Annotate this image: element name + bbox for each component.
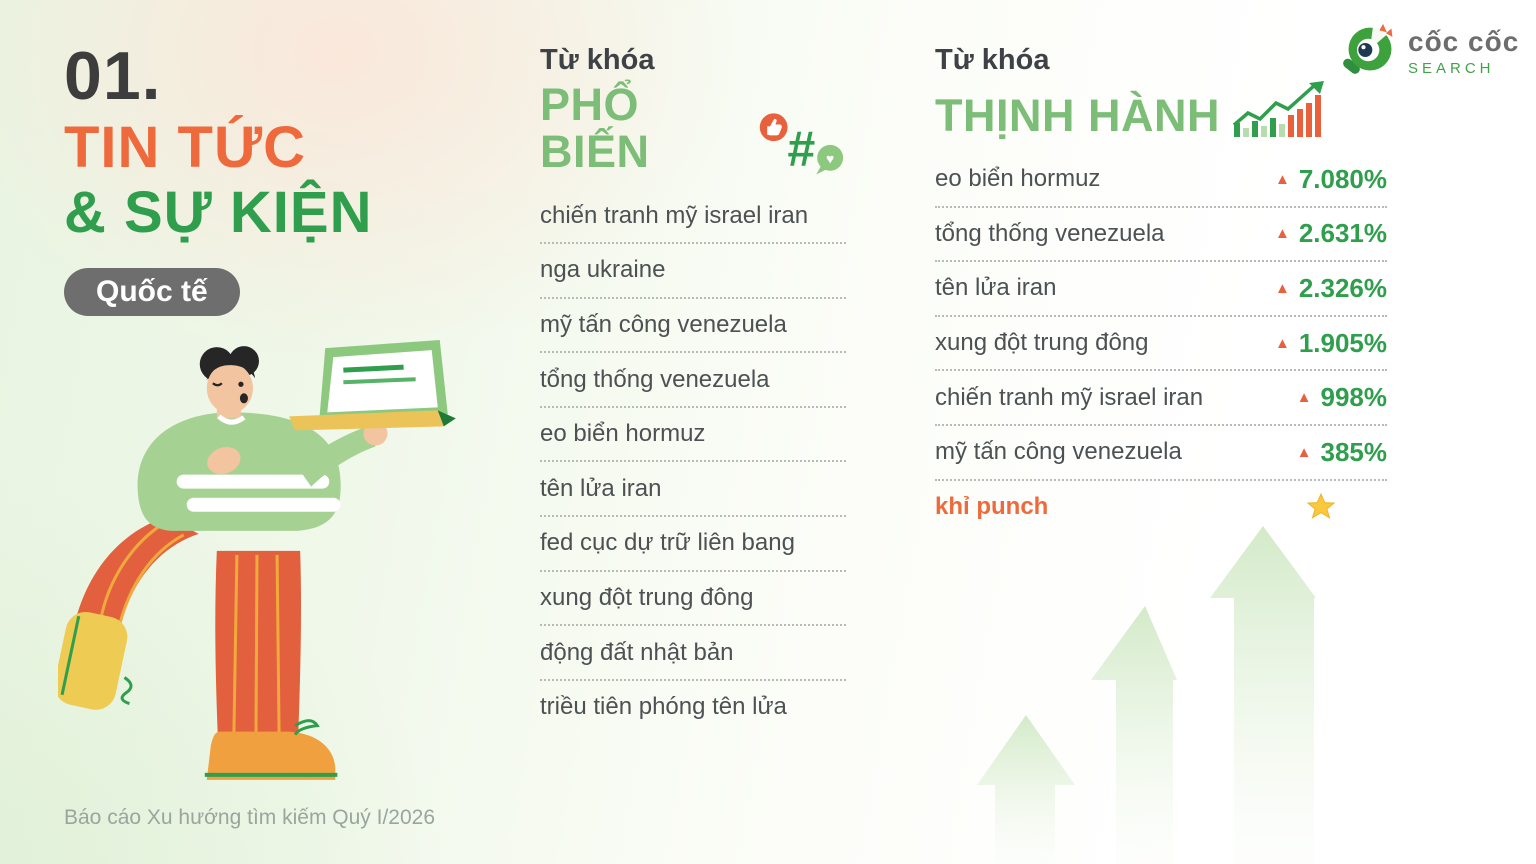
- up-triangle-icon: ▲: [1296, 443, 1312, 461]
- trending-keywords-section: [935, 44, 1387, 533]
- keyword-text: chiến tranh mỹ israel iran: [935, 383, 1204, 411]
- keyword-text: nga ukraine: [540, 256, 666, 284]
- keyword-text: tên lửa iran: [935, 274, 1057, 302]
- laptop: [289, 340, 456, 430]
- growth-value: [1275, 273, 1387, 304]
- up-triangle-icon: ▲: [1274, 170, 1290, 188]
- trend-chart-icon: [1232, 81, 1326, 139]
- popular-keyword-row: [540, 517, 846, 572]
- arrow-medium: [1091, 606, 1177, 864]
- trending-label: Từ khóa: [935, 44, 1050, 76]
- up-triangle-icon: ▲: [1296, 389, 1312, 407]
- background-growth-arrows: [958, 522, 1380, 864]
- trending-keyword-row: [935, 371, 1387, 426]
- arrow-large: [1210, 526, 1316, 864]
- trending-keyword-row: [935, 262, 1387, 317]
- popular-keyword-list: [540, 190, 846, 734]
- growth-percent: 998%: [1320, 382, 1387, 413]
- heart-icon: ♥: [826, 149, 835, 166]
- hashtag-icon: #: [787, 120, 816, 176]
- popular-keyword-row: [540, 572, 846, 627]
- keyword-text: tên lửa iran: [540, 474, 662, 502]
- keyword-text: mỹ tấn công venezuela: [540, 310, 787, 338]
- keyword-text: tổng thống venezuela: [540, 365, 770, 393]
- popular-keyword-row: [540, 462, 846, 517]
- trending-keyword-row: [935, 426, 1387, 481]
- scope-badge: Quốc tế: [64, 268, 240, 316]
- growth-value: [1275, 328, 1387, 359]
- keyword-text: triều tiên phóng tên lửa: [540, 693, 787, 721]
- growth-percent: 2.326%: [1298, 272, 1387, 303]
- growth-percent: 7.080%: [1298, 163, 1387, 194]
- popular-keyword-row: [540, 244, 846, 299]
- arrow-small: [977, 715, 1075, 864]
- popular-keyword-row: [540, 626, 846, 681]
- popular-icons: [757, 110, 846, 176]
- popular-heading: PHỔ BIẾN: [540, 79, 650, 178]
- keyword-text: chiến tranh mỹ israel iran: [540, 201, 809, 229]
- growth-value: [1297, 437, 1387, 468]
- yellow-shoe: [58, 608, 131, 713]
- coccoc-logo: [1342, 20, 1519, 80]
- keyword-text: xung đột trung đông: [935, 329, 1149, 357]
- trending-heading: THỊNH HÀNH: [935, 89, 1220, 141]
- keyword-text: tổng thống venezuela: [935, 219, 1165, 247]
- trending-keyword-row: [935, 317, 1387, 372]
- trending-keyword-row: [935, 208, 1387, 263]
- section-number: 01.: [64, 38, 162, 114]
- growth-value: [1275, 164, 1387, 195]
- up-triangle-icon: ▲: [1274, 334, 1290, 352]
- growth-percent: 2.631%: [1298, 218, 1387, 249]
- keyword-text: eo biển hormuz: [540, 420, 706, 448]
- up-triangle-icon: ▲: [1274, 279, 1290, 297]
- report-footer: Báo cáo Xu hướng tìm kiếm Quý I/2026: [64, 806, 436, 829]
- popular-keyword-row: [540, 299, 846, 354]
- popular-keyword-row: [540, 190, 846, 245]
- mascot-illustration: [58, 328, 460, 810]
- page-title-line1: TIN TỨC: [64, 115, 306, 180]
- growth-value: [1275, 218, 1387, 249]
- coccoc-logo-mark: [1342, 20, 1398, 80]
- popular-keyword-row: [540, 353, 846, 408]
- keyword-text: xung đột trung đông: [540, 583, 754, 611]
- keyword-text: khỉ punch: [935, 492, 1049, 520]
- keyword-text: eo biển hormuz: [935, 165, 1101, 193]
- trending-keyword-row: [935, 481, 1387, 534]
- growth-value: [1297, 382, 1387, 413]
- trending-keyword-row: [935, 153, 1387, 208]
- keyword-text: động đất nhật bản: [540, 638, 734, 666]
- keyword-text: fed cục dự trữ liên bang: [540, 529, 795, 557]
- popular-label: Từ khóa: [540, 44, 655, 76]
- up-triangle-icon: ▲: [1274, 225, 1290, 243]
- popular-keyword-row: [540, 408, 846, 463]
- trending-keyword-list: [935, 153, 1387, 533]
- page-title-line2: & SỰ KIỆN: [64, 179, 373, 245]
- orange-shoe: [207, 732, 336, 780]
- star-icon: [1307, 493, 1335, 521]
- headline-block: [64, 38, 373, 316]
- growth-percent: 1.905%: [1298, 327, 1387, 358]
- logo-brand-text: cốc cốc: [1408, 26, 1520, 57]
- growth-percent: 385%: [1320, 436, 1387, 467]
- popular-keyword-row: [540, 681, 846, 734]
- logo-product-text: SEARCH: [1408, 60, 1495, 77]
- keyword-text: mỹ tấn công venezuela: [935, 438, 1182, 466]
- popular-keywords-section: [540, 44, 846, 733]
